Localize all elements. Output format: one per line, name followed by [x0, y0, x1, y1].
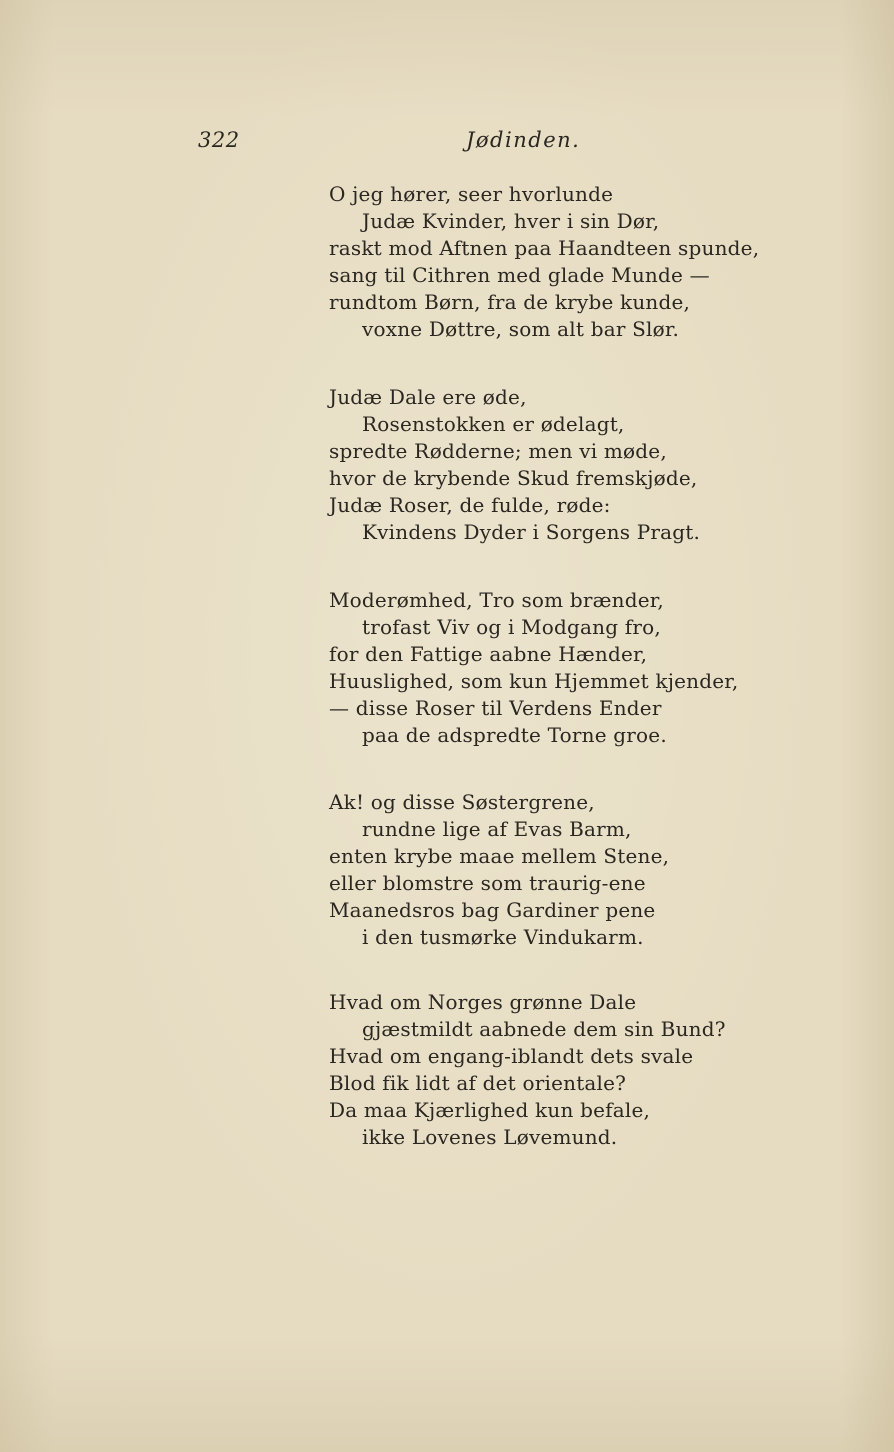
- poem-line: ikke Lovenes Løvemund.: [362, 1125, 618, 1149]
- poem-stanza: [329, 587, 849, 749]
- poem-line: rundne lige af Evas Barm,: [362, 817, 632, 841]
- poem-line: sang til Cithren med glade Munde —: [329, 263, 710, 287]
- poem-line: paa de adspredte Torne groe.: [362, 723, 667, 747]
- poem-line: Hvad om engang-iblandt dets svale: [329, 1044, 694, 1068]
- poem-line: Judæ Kvinder, hver i sin Dør,: [362, 209, 660, 233]
- poem-line: for den Fattige aabne Hænder,: [329, 642, 648, 666]
- poem-line: — disse Roser til Verdens Ender: [329, 696, 662, 720]
- poem-line: Hvad om Norges grønne Dale: [329, 990, 637, 1014]
- poem-line: Rosenstokken er ødelagt,: [362, 412, 625, 436]
- poem-stanza: [329, 789, 849, 951]
- poem-line: Da maa Kjærlighed kun befale,: [329, 1098, 651, 1122]
- poem-line: Ak! og disse Søstergrene,: [329, 790, 595, 814]
- poem-stanza: [329, 384, 849, 546]
- page-number: 322: [198, 128, 240, 152]
- poem-line: Maanedsros bag Gardiner pene: [329, 898, 656, 922]
- poem-line: eller blomstre som traurig-ene: [329, 871, 646, 895]
- poem-stanza: [329, 181, 849, 343]
- poem-line: voxne Døttre, som alt bar Slør.: [362, 317, 680, 341]
- poem-line: trofast Viv og i Modgang fro,: [362, 615, 661, 639]
- poem-line: O jeg hører, seer hvorlunde: [329, 182, 614, 206]
- poem-line: Judæ Roser, de fulde, røde:: [329, 493, 611, 517]
- running-title: Jødinden.: [466, 128, 581, 152]
- poem-line: Judæ Dale ere øde,: [329, 385, 527, 409]
- poem-line: hvor de krybende Skud fremskjøde,: [329, 466, 698, 490]
- poem-line: Moderømhed, Tro som brænder,: [329, 588, 664, 612]
- poem-stanza: [329, 989, 849, 1151]
- poem-line: rundtom Børn, fra de krybe kunde,: [329, 290, 691, 314]
- poem-line: gjæstmildt aabnede dem sin Bund?: [362, 1017, 726, 1041]
- poem-line: Huuslighed, som kun Hjemmet kjender,: [329, 669, 739, 693]
- poem-line: Kvindens Dyder i Sorgens Pragt.: [362, 520, 701, 544]
- poem-line: enten krybe maae mellem Stene,: [329, 844, 670, 868]
- poem-line: raskt mod Aftnen paa Haandteen spunde,: [329, 236, 760, 260]
- poem-line: i den tusmørke Vindukarm.: [362, 925, 644, 949]
- poem-line: spredte Rødderne; men vi møde,: [329, 439, 667, 463]
- poem-line: Blod fik lidt af det orientale?: [329, 1071, 627, 1095]
